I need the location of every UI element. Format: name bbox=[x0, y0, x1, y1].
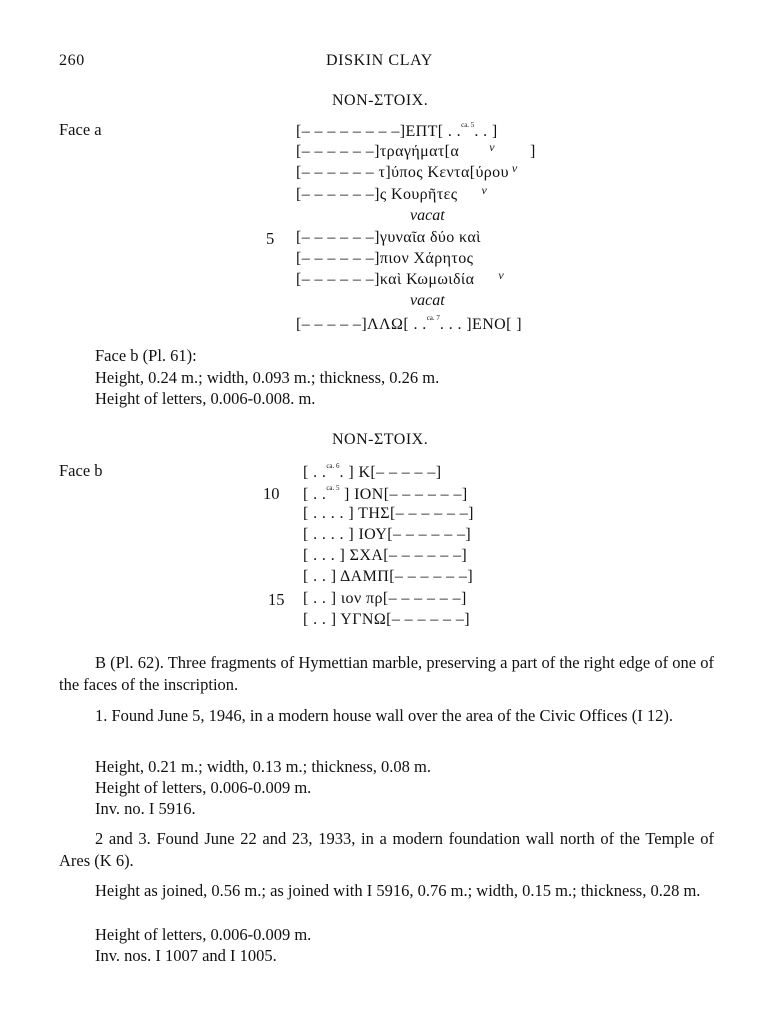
line-text-end: ] ΙΟΝ[– – – – – –] bbox=[339, 486, 468, 503]
line-text: [– – – – – – – –]ΕΠΤ[ . . bbox=[296, 123, 462, 140]
inscription-b-line-16: [ . . ] ΥΓΝΩ[– – – – – –] bbox=[303, 611, 470, 628]
line-text: [ . . bbox=[303, 486, 327, 503]
inscription-b-line-13: [ . . . ] ΣΧΑ[– – – – – –] bbox=[303, 547, 468, 564]
vacat-label: vacat bbox=[410, 207, 445, 224]
line-text: [– – – – – –]τραγήματ[α bbox=[296, 143, 460, 160]
vacat-mark: v bbox=[489, 140, 495, 154]
face-b-dimensions: Height, 0.24 m.; width, 0.093 m.; thickness, 0.26 m. bbox=[95, 368, 440, 387]
ca-note: ca. 5 bbox=[461, 121, 475, 129]
vacat-label: vacat bbox=[410, 292, 445, 309]
vacat-mark: v bbox=[481, 183, 488, 197]
items-2-3-inventory: Inv. nos. I 1007 and I 1005. bbox=[95, 946, 277, 965]
item-1-letter-height: Height of letters, 0.006-0.009 m. bbox=[95, 778, 312, 797]
inscription-b-line-11: [ . . . . ] ΤΗΣ[– – – – – –] bbox=[303, 505, 474, 522]
line-number-5: 5 bbox=[266, 229, 275, 248]
running-title: DISKIN CLAY bbox=[326, 52, 433, 69]
inscription-a-line-3 bbox=[296, 161, 518, 182]
inscription-b-line-10 bbox=[303, 484, 468, 504]
inscription-a-line-1 bbox=[296, 121, 498, 141]
inscription-b-line-14: [ . . ] ΔΑΜΠ[– – – – – –] bbox=[303, 568, 474, 585]
line-text: [– – – – –]ΛΛΩ[ . . bbox=[296, 316, 427, 333]
inscription-b-line-12: [ . . . . ] ΙΟΥ[– – – – – –] bbox=[303, 526, 472, 543]
line-number-10: 10 bbox=[263, 484, 280, 503]
ca-note: ca. 6 bbox=[326, 462, 340, 470]
inscription-a-line-8 bbox=[296, 314, 522, 334]
inscription-b-line-9 bbox=[303, 462, 442, 482]
fragment-item-1: 1. Found June 5, 1946, in a modern house wall over the area of the Civic Offices (I 12). bbox=[95, 706, 673, 725]
section-a-heading: NON-ΣTOIX. bbox=[332, 92, 429, 109]
items-2-3-dimensions: Height as joined, 0.56 m.; as joined with I 5916, 0.76 m.; width, 0.15 m.; thickness, 0.28 m. bbox=[95, 881, 701, 900]
inscription-b-line-15: [ . . ] ιον πρ[– – – – – –] bbox=[303, 590, 467, 607]
inscription-a-line-4 bbox=[296, 183, 488, 204]
section-b-heading: NON-ΣTOIX. bbox=[332, 431, 429, 448]
line-text-end: . ] Κ[– – – – –] bbox=[339, 464, 442, 481]
inscription-a-line-6: [– – – – – –]πιον Χάρητος bbox=[296, 250, 474, 267]
fragment-b-intro: B (Pl. 62). Three fragments of Hymettian marble, preserving a part of the right edge of one of the faces of the inscription. bbox=[59, 653, 714, 694]
line-text-end: . . . ]ΕΝΟ[ ] bbox=[439, 316, 522, 333]
ca-note: ca. 7 bbox=[426, 314, 440, 322]
line-text: [– – – – – –]καὶ Κωμωιδία bbox=[296, 271, 475, 288]
inscription-a-line-7 bbox=[296, 268, 505, 289]
page-number: 260 bbox=[59, 52, 85, 69]
line-text-end: . . ] bbox=[474, 123, 498, 140]
inscription-a-line-2 bbox=[296, 140, 536, 161]
vacat-mark: v bbox=[511, 161, 518, 175]
face-a-label: Face a bbox=[59, 120, 102, 139]
inscription-a-line-5: [– – – – – –]γυναῖα δύο καὶ bbox=[296, 229, 481, 246]
item-1-inventory: Inv. no. I 5916. bbox=[95, 799, 196, 818]
vacat-mark: v bbox=[498, 268, 505, 282]
face-b-title: Face b (Pl. 61): bbox=[95, 346, 197, 365]
line-number-15: 15 bbox=[268, 590, 285, 609]
fragment-items-2-3: 2 and 3. Found June 22 and 23, 1933, in a modern foundation wall north of the Temple of Ares (K 6). bbox=[59, 829, 714, 870]
face-b-letter-height: Height of letters, 0.006-0.008. m. bbox=[95, 389, 316, 408]
line-text-end: ] bbox=[529, 143, 536, 160]
line-text: [– – – – – –]ς Κουρῆτες bbox=[296, 186, 458, 203]
ca-note: ca. 5 bbox=[326, 484, 340, 492]
line-text: [ . . bbox=[303, 464, 327, 481]
line-text: [– – – – – – τ]ύπος Κεντα[ύρου bbox=[296, 164, 509, 181]
items-2-3-letter-height: Height of letters, 0.006-0.009 m. bbox=[95, 925, 312, 944]
item-1-dimensions: Height, 0.21 m.; width, 0.13 m.; thickness, 0.08 m. bbox=[95, 757, 431, 776]
face-b-label: Face b bbox=[59, 461, 103, 480]
